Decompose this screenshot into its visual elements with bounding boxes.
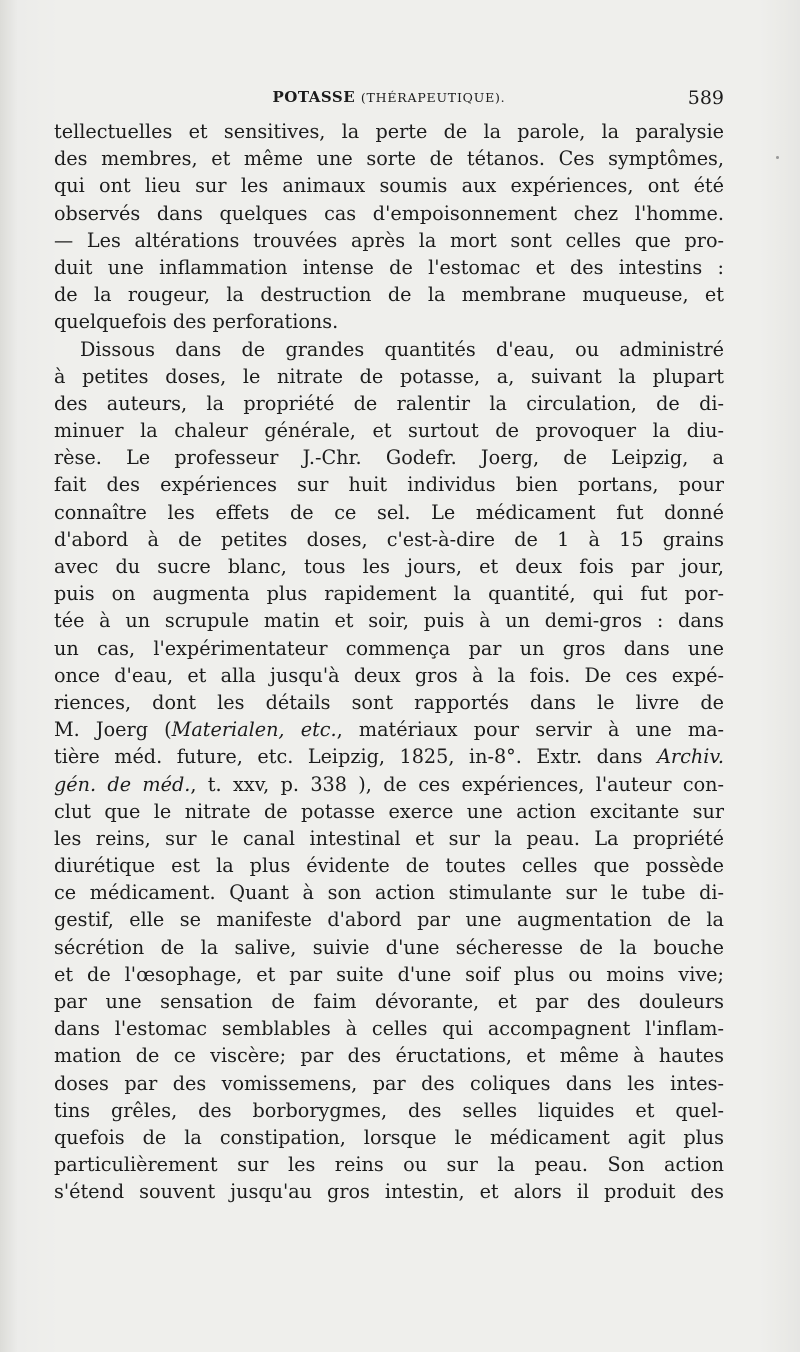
text-line: fait des expériences sur huit individus bien portans, pour — [54, 473, 724, 497]
text-line: dans l'estomac semblables à celles qui accompagnent l'inflam- — [54, 1017, 724, 1041]
text-line: sécrétion de la salive, suivie d'une sécheresse de la bouche — [54, 935, 724, 959]
text-line: de la rougeur, la destruction de la membrane muqueuse, et — [54, 283, 724, 307]
ink-speck — [776, 156, 779, 159]
text-line: un cas, l'expérimentateur commença par un gros dans une — [54, 636, 724, 660]
text-line: observés dans quelques cas d'empoisonnement chez l'homme. — [54, 201, 724, 225]
text-line: minuer la chaleur générale, et surtout de provoquer la diu- — [54, 419, 724, 443]
text-line — [54, 743, 724, 770]
text-line: les reins, sur le canal intestinal et sur la peau. La propriété — [54, 826, 724, 850]
text-line: particulièrement sur les reins ou sur la peau. Son action — [54, 1153, 724, 1177]
line-text: , t. xxv, p. 338 ), de ces expériences, l'auteur con- — [190, 772, 724, 796]
italic-citation: Archiv. — [657, 745, 724, 769]
text-line: tée à un scrupule matin et soir, puis à un demi-gros : dans — [54, 609, 724, 633]
text-line: mation de ce viscère; par des éructations, et même à hautes — [54, 1044, 724, 1068]
text-line: puis on augmenta plus rapidement la quantité, qui fut por- — [54, 582, 724, 606]
text-line: clut que le nitrate de potasse exerce une action excitante sur — [54, 799, 724, 823]
running-title-sub: (THÉRAPEUTIQUE). — [360, 90, 506, 105]
text-line: s'étend souvent jusqu'au gros intestin, et alors il produit des — [54, 1180, 724, 1204]
text-line — [54, 716, 724, 743]
page-header — [54, 88, 724, 114]
text-line: d'abord à de petites doses, c'est-à-dire de 1 à 15 grains — [54, 527, 724, 551]
line-text: , matériaux pour servir à une ma- — [336, 718, 724, 742]
italic-citation: Materialen, etc. — [171, 718, 337, 742]
text-line: des auteurs, la propriété de ralentir la circulation, de di- — [54, 391, 724, 415]
text-line: ce médicament. Quant à son action stimulante sur le tube di- — [54, 881, 724, 905]
page-number: 589 — [687, 87, 724, 109]
italic-citation: gén. de méd. — [54, 772, 191, 796]
text-line: gestif, elle se manifeste d'abord par une augmentation de la — [54, 908, 724, 932]
text-line: once d'eau, et alla jusqu'à deux gros à la fois. De ces expé- — [54, 663, 724, 687]
text-line: des membres, et même une sorte de tétanos. Ces symptômes, — [54, 147, 724, 171]
text-line: riences, dont les détails sont rapportés dans le livre de — [54, 690, 724, 714]
text-line: diurétique est la plus évidente de toutes celles que possède — [54, 854, 724, 878]
running-title — [54, 88, 724, 106]
text-line: par une sensation de faim dévorante, et par des douleurs — [54, 990, 724, 1013]
text-line — [54, 771, 724, 798]
text-line: — Les altérations trouvées après la mort sont celles que pro- — [54, 228, 724, 252]
text-line: qui ont lieu sur les animaux soumis aux expériences, ont été — [54, 174, 724, 198]
text-line: connaître les effets de ce sel. Le médicament fut donné — [54, 500, 724, 524]
text-line: quefois de la constipation, lorsque le médicament agit plus — [54, 1125, 724, 1149]
text-line: doses par des vomissemens, par des coliques dans les intes- — [54, 1071, 724, 1095]
text-line: tellectuelles et sensitives, la perte de la parole, la paralysie — [54, 120, 724, 143]
text-line: à petites doses, le nitrate de potasse, a, suivant la plupart — [54, 364, 724, 388]
line-text: tière méd. future, etc. Leipzig, 1825, in-8°. Extr. dans — [54, 745, 658, 769]
line-text: M. Joerg ( — [54, 718, 172, 742]
text-line: tins grêles, des borborygmes, des selles liquides et quel- — [54, 1098, 724, 1122]
text-line: duit une inflammation intense de l'estomac et des intestins : — [54, 255, 724, 279]
text-line: Dissous dans de grandes quantités d'eau, ou administré — [80, 337, 724, 361]
text-line: et de l'œsophage, et par suite d'une soif plus ou moins vive; — [54, 962, 724, 986]
text-line: avec du sucre blanc, tous les jours, et deux fois par jour, — [54, 555, 724, 578]
body-text — [54, 118, 724, 1206]
text-line: rèse. Le professeur J.-Chr. Godefr. Joerg, de Leipzig, a — [54, 446, 724, 470]
text-line: quelquefois des perforations. — [54, 310, 339, 334]
running-title-main: POTASSE — [272, 88, 361, 106]
